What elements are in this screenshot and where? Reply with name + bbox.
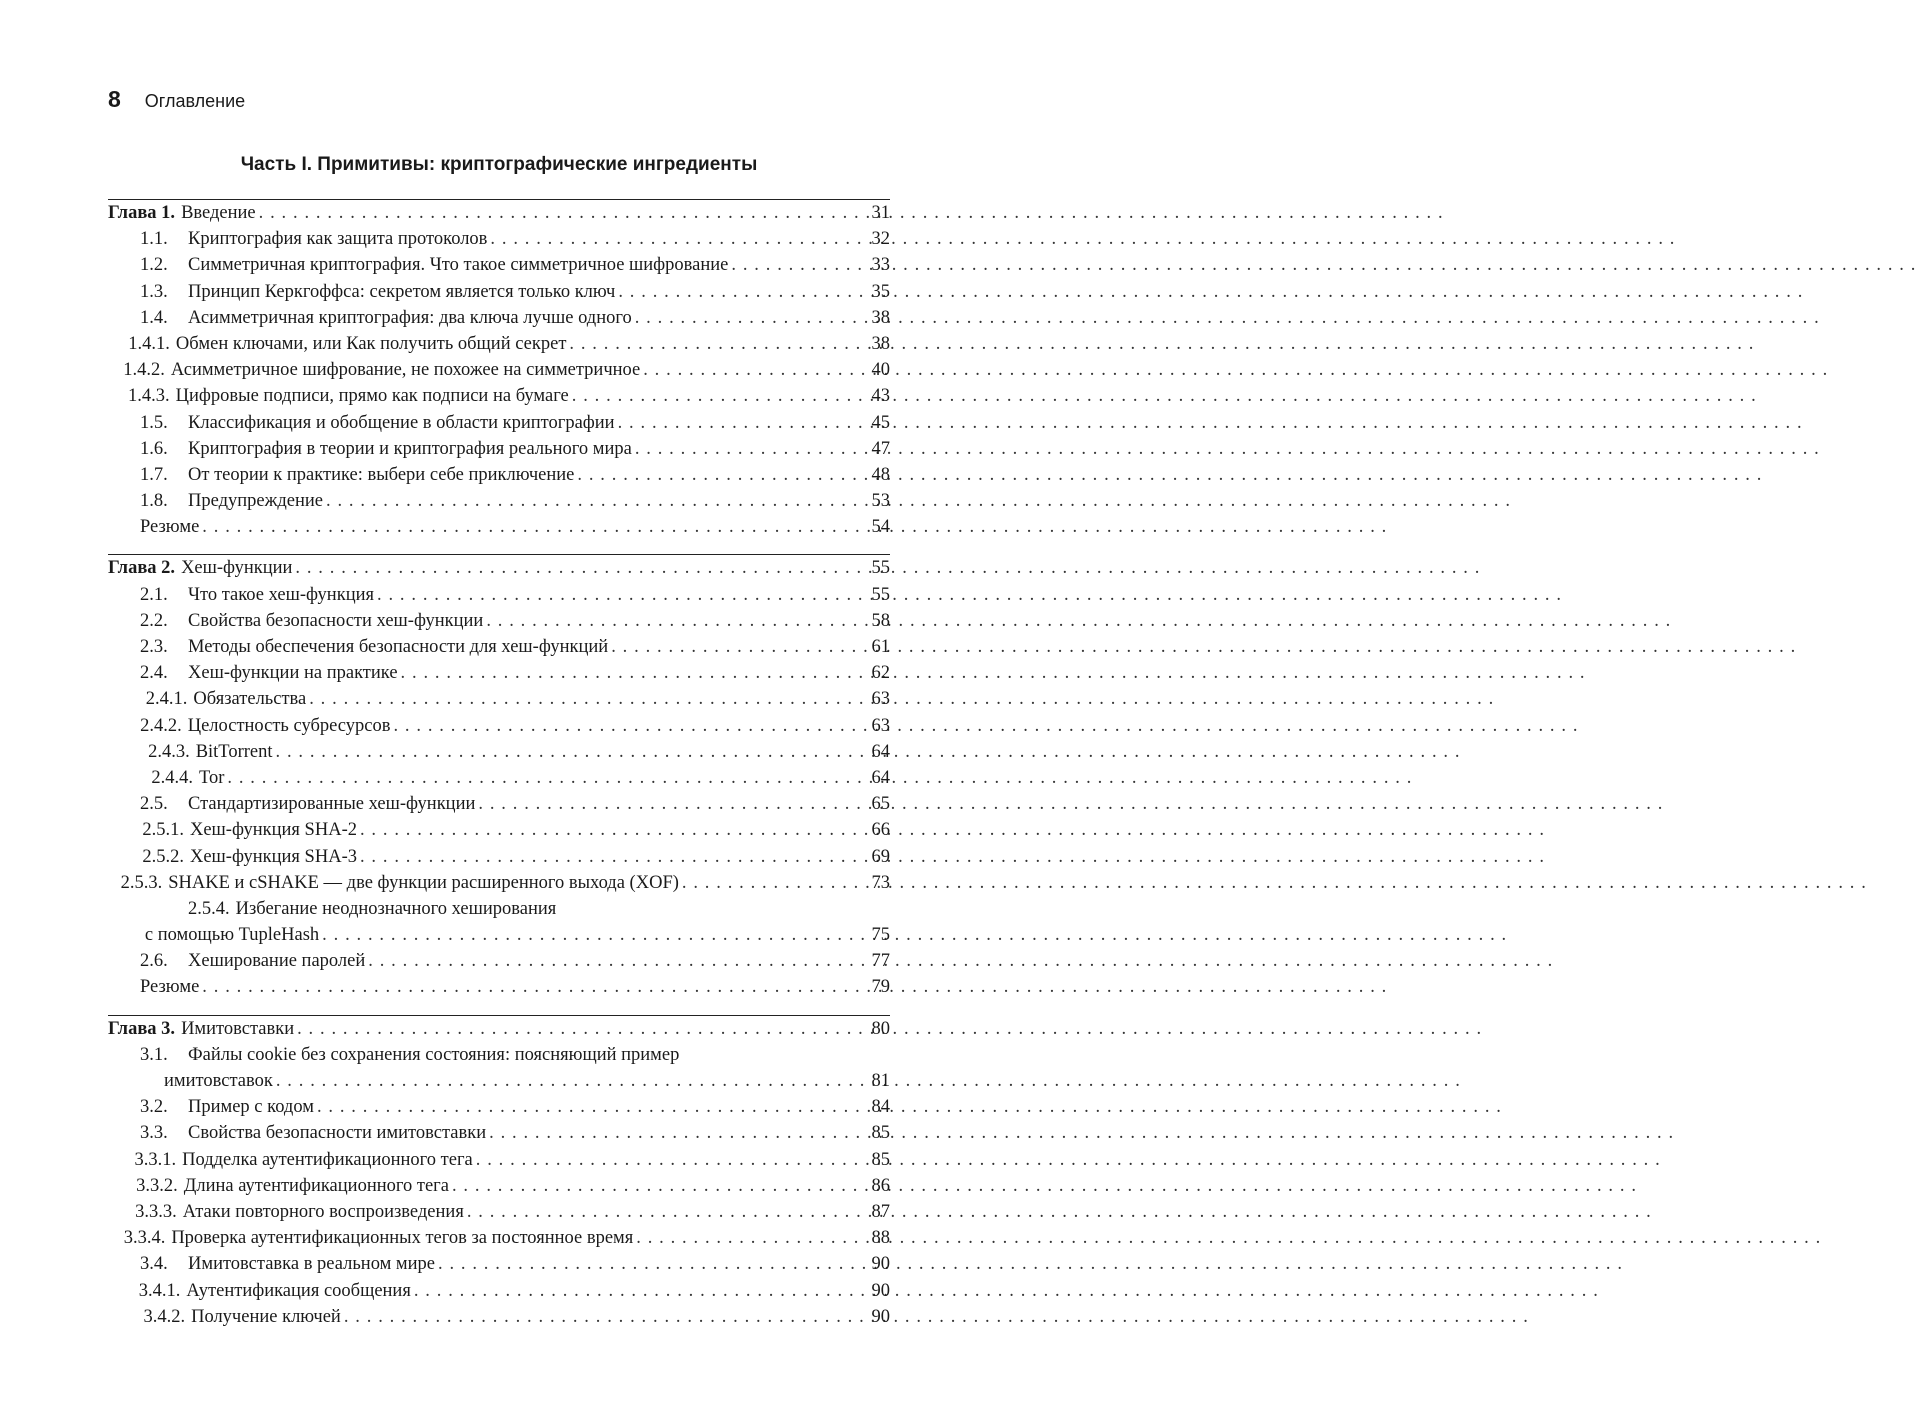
entry-number: 2.5.3. (120, 872, 163, 893)
page-ref: 31 (871, 203, 890, 223)
entry-title: Принцип Керкгоффса: секретом является только ключ (188, 281, 616, 302)
dot-leader (202, 514, 868, 540)
entry-title: Целостность субресурсов (187, 715, 391, 736)
toc-chapter-entry[interactable] (108, 555, 890, 581)
entry-number: 3.2. (140, 1097, 168, 1118)
dot-leader (259, 200, 869, 226)
toc-entry[interactable] (108, 870, 890, 896)
toc-entry[interactable] (108, 948, 890, 974)
page-ref: 63 (871, 689, 890, 710)
entry-number: 2.3. (140, 637, 168, 657)
page-ref: 63 (871, 715, 890, 736)
toc-entry[interactable] (108, 660, 890, 686)
entry-title: Пример с кодом (188, 1097, 314, 1118)
page-ref: 47 (871, 438, 890, 459)
entry-number: 3.3.1. (134, 1149, 177, 1170)
entry-title: Асимметричное шифрование, не похожее на симметричное (170, 360, 641, 381)
entry-number: 3.4. (140, 1254, 168, 1275)
entry-number: 3.3.3. (135, 1201, 177, 1222)
dot-leader (611, 634, 868, 660)
dot-leader (227, 765, 868, 791)
toc-entry[interactable] (108, 765, 890, 791)
page-ref: 80 (871, 1018, 890, 1039)
dot-leader (635, 436, 869, 462)
page-number: 8 (108, 86, 121, 112)
entry-number: 1.2. (140, 255, 168, 276)
entry-title: Классификация и обобщение в области криптографии (188, 412, 615, 433)
entry-number: 2.4.4. (151, 767, 193, 788)
dot-leader (322, 922, 868, 948)
entry-title: Свойства безопасности имитовставки (188, 1123, 487, 1144)
entry-title: Стандартизированные хеш-функции (188, 794, 476, 815)
chapter-gap (108, 540, 890, 551)
dot-leader (569, 331, 868, 357)
entry-title: Избегание неоднозначного хеширования (235, 898, 557, 919)
dot-leader (452, 1173, 869, 1199)
page-ref: 87 (871, 1201, 890, 1222)
page-ref: 75 (871, 925, 890, 946)
toc-chapter-entry[interactable] (108, 1016, 890, 1042)
toc-entry[interactable] (108, 1173, 890, 1199)
toc-entry[interactable] (108, 1094, 890, 1120)
dot-leader (309, 686, 868, 712)
entry-number: 1.8. (140, 491, 168, 512)
toc-entry[interactable] (108, 1147, 890, 1173)
entry-title: Аутентификация сообщения (186, 1280, 411, 1301)
page-ref: 66 (871, 820, 890, 841)
toc-entry[interactable] (108, 383, 890, 409)
entry-number: 1.4.3. (128, 386, 170, 407)
page-ref: 81 (871, 1071, 890, 1091)
toc-entry-continuation[interactable] (108, 1068, 890, 1094)
page-ref: 61 (871, 637, 890, 657)
page-ref: 64 (871, 741, 890, 762)
entry-title: BitTorrent (195, 741, 273, 762)
page-ref: 55 (871, 584, 890, 605)
dot-leader (618, 410, 869, 436)
running-head (108, 86, 245, 120)
entry-title: От теории к практике: выбери себе приключение (188, 464, 575, 485)
toc-summary-entry[interactable] (108, 974, 890, 1000)
running-head-title: Оглавление (144, 91, 246, 111)
toc-summary-entry[interactable] (108, 514, 890, 540)
page-ref: 79 (871, 977, 890, 998)
dot-leader (317, 1094, 869, 1120)
toc-entry[interactable] (108, 410, 890, 436)
dot-leader (295, 555, 868, 581)
page-ref: 53 (871, 491, 890, 512)
toc-entry[interactable] (108, 844, 890, 870)
entry-title: Хеширование паролей (188, 951, 366, 972)
toc-entry[interactable] (108, 1278, 890, 1304)
dot-leader (276, 1068, 869, 1094)
page-ref: 84 (871, 1097, 890, 1118)
chapter-label: Глава 1. (108, 203, 176, 223)
dot-leader (297, 1016, 868, 1042)
dot-leader (276, 739, 869, 765)
toc-entry[interactable] (108, 1304, 890, 1330)
page-ref: 73 (871, 872, 890, 893)
entry-title: Хеш-функции на практике (188, 663, 398, 684)
page-ref: 86 (871, 1175, 890, 1196)
toc-entry[interactable] (108, 1251, 890, 1277)
toc-entry[interactable] (108, 1199, 890, 1225)
page-ref: 33 (871, 255, 890, 276)
entry-number: 3.3.4. (123, 1228, 166, 1249)
entry-number: 2.5. (140, 794, 168, 815)
page-ref: 88 (871, 1228, 890, 1249)
dot-leader (478, 791, 868, 817)
chapter-title: Введение (181, 203, 256, 223)
entry-number: 1.4. (140, 307, 168, 328)
toc-entry[interactable] (108, 634, 890, 660)
dot-leader (618, 279, 868, 305)
entry-number: 1.3. (140, 281, 168, 302)
page-ref: 38 (871, 307, 890, 328)
toc-entry[interactable] (108, 896, 890, 922)
entry-title: Имитовставка в реальном мире (188, 1254, 435, 1275)
dot-leader (368, 948, 868, 974)
entry-title: Проверка аутентификационных тегов за постоянное время (171, 1228, 634, 1249)
entry-title: Подделка аутентификационного тега (182, 1149, 473, 1170)
entry-title: Резюме (140, 517, 200, 538)
entry-number: 2.6. (140, 951, 168, 972)
entry-number: 2.4.1. (145, 689, 188, 710)
dot-leader (360, 817, 869, 843)
entry-title: Получение ключей (191, 1306, 341, 1327)
entry-title: Криптография в теории и криптография реального мира (188, 438, 632, 459)
dot-leader (344, 1304, 869, 1330)
dot-leader (326, 488, 868, 514)
entry-title: Tor (198, 767, 225, 788)
page-ref: 69 (871, 846, 890, 867)
entry-title: Что такое хеш-функция (188, 584, 375, 605)
entry-number: 2.5.1. (142, 820, 184, 841)
page-ref: 45 (871, 412, 890, 433)
toc-entry[interactable] (108, 1225, 890, 1251)
dot-leader (731, 252, 868, 278)
page-ref: 85 (871, 1123, 890, 1144)
page-ref: 62 (871, 663, 890, 684)
entry-title: Резюме (140, 977, 200, 998)
toc-entry[interactable] (108, 608, 890, 634)
page-ref: 58 (871, 610, 890, 631)
dot-leader (682, 870, 869, 896)
dot-leader (393, 713, 868, 739)
entry-title: Хеш-функция SHA-2 (189, 820, 357, 841)
toc-entry[interactable] (108, 1120, 890, 1146)
entry-title: Цифровые подписи, прямо как подписи на бумаге (175, 386, 569, 407)
toc-entry[interactable] (108, 357, 890, 383)
page-ref: 32 (871, 229, 890, 250)
page-ref: 64 (871, 767, 890, 788)
entry-title: Симметричная криптография. Что такое симметричное шифрование (188, 255, 729, 276)
entry-title: Атаки повторного воспроизведения (182, 1201, 464, 1222)
entry-title: Свойства безопасности хеш-функции (188, 610, 484, 631)
dot-leader (438, 1251, 869, 1277)
entry-title: Криптография как защита протоколов (188, 229, 488, 250)
dot-leader (572, 383, 869, 409)
dot-leader (414, 1278, 869, 1304)
chapter-gap (108, 1001, 890, 1012)
entry-title: Обязательства (193, 689, 307, 710)
toc-entry[interactable] (108, 252, 890, 278)
toc-entry[interactable] (108, 817, 890, 843)
entry-number: 1.7. (140, 464, 168, 485)
dot-leader (467, 1199, 869, 1225)
toc-entry[interactable] (108, 488, 890, 514)
entry-title: Предупреждение (188, 491, 324, 512)
dot-leader (476, 1147, 869, 1173)
dot-leader (377, 582, 868, 608)
dot-leader (401, 660, 869, 686)
entry-number: 3.3. (140, 1123, 168, 1144)
page-ref: 40 (871, 360, 890, 381)
entry-number: 2.4.3. (148, 741, 190, 762)
toc-entry-continuation[interactable] (108, 922, 890, 948)
part-title: Часть I. Примитивы: криптографические ингредиенты (240, 154, 758, 175)
entry-title: Обмен ключами, или Как получить общий секрет (175, 333, 567, 354)
entry-title: Длина аутентификационного тега (183, 1175, 449, 1196)
toc-entry[interactable] (108, 226, 890, 252)
entry-title-continued: имитовставок (164, 1071, 273, 1091)
page-ref: 48 (871, 464, 890, 485)
entry-title: Методы обеспечения безопасности для хеш-функций (188, 637, 609, 657)
entry-number: 1.1. (140, 229, 168, 250)
entry-title: SHAKE и cSHAKE — две функции расширенного выхода (XOF) (168, 872, 679, 893)
page-ref: 35 (871, 281, 890, 302)
entry-number: 3.4.1. (138, 1280, 181, 1301)
toc-entry[interactable] (108, 305, 890, 331)
toc-entry[interactable] (108, 791, 890, 817)
dot-leader (490, 226, 868, 252)
toc-entry[interactable] (108, 1042, 890, 1068)
table-of-contents (108, 196, 890, 1330)
page-ref: 65 (871, 794, 890, 815)
entry-number: 1.6. (140, 438, 168, 459)
entry-number: 2.4.2. (140, 715, 182, 736)
entry-number: 3.1. (140, 1044, 168, 1065)
entry-title: Файлы cookie без сохранения состояния: поясняющий пример (188, 1044, 680, 1065)
entry-number: 3.3.2. (136, 1175, 178, 1196)
entry-title-continued: с помощью TupleHash (144, 925, 320, 946)
page-ref: 38 (871, 333, 890, 354)
dot-leader (635, 305, 869, 331)
page-ref: 77 (871, 951, 890, 972)
entry-number: 2.5.4. (188, 898, 230, 919)
toc-entry[interactable] (108, 331, 890, 357)
entry-number: 2.4. (140, 663, 168, 684)
page-ref: 55 (871, 558, 890, 579)
entry-number: 1.5. (140, 412, 168, 433)
page-ref: 85 (871, 1149, 890, 1170)
page-ref: 90 (871, 1280, 890, 1301)
toc-chapter-entry[interactable] (108, 200, 890, 226)
toc-entry[interactable] (108, 582, 890, 608)
toc-entry[interactable] (108, 686, 890, 712)
dot-leader (486, 608, 868, 634)
toc-entry[interactable] (108, 462, 890, 488)
page-ref: 54 (871, 517, 890, 538)
dot-leader (489, 1120, 868, 1146)
toc-entry[interactable] (108, 713, 890, 739)
toc-entry[interactable] (108, 436, 890, 462)
toc-entry[interactable] (108, 739, 890, 765)
entry-title: Асимметричная криптография: два ключа лучше одного (188, 307, 632, 328)
chapter-title: Хеш-функции (181, 558, 293, 579)
entry-number: 2.1. (140, 584, 168, 605)
page-ref: 43 (871, 386, 890, 407)
chapter-title: Имитовставки (181, 1018, 295, 1039)
dot-leader (643, 357, 868, 383)
entry-number: 1.4.2. (123, 360, 165, 381)
entry-number: 3.4.2. (143, 1306, 186, 1327)
page-ref: 90 (871, 1254, 890, 1275)
page-ref: 90 (871, 1306, 890, 1327)
toc-entry[interactable] (108, 279, 890, 305)
dot-leader (202, 974, 868, 1000)
dot-leader (577, 462, 868, 488)
dot-leader (360, 844, 869, 870)
entry-number: 1.4.1. (128, 333, 170, 354)
chapter-label: Глава 3. (108, 1018, 176, 1039)
entry-number: 2.5.2. (142, 846, 184, 867)
entry-number: 2.2. (140, 610, 168, 631)
dot-leader (636, 1225, 868, 1251)
chapter-label: Глава 2. (108, 558, 176, 579)
entry-title: Хеш-функция SHA-3 (189, 846, 357, 867)
